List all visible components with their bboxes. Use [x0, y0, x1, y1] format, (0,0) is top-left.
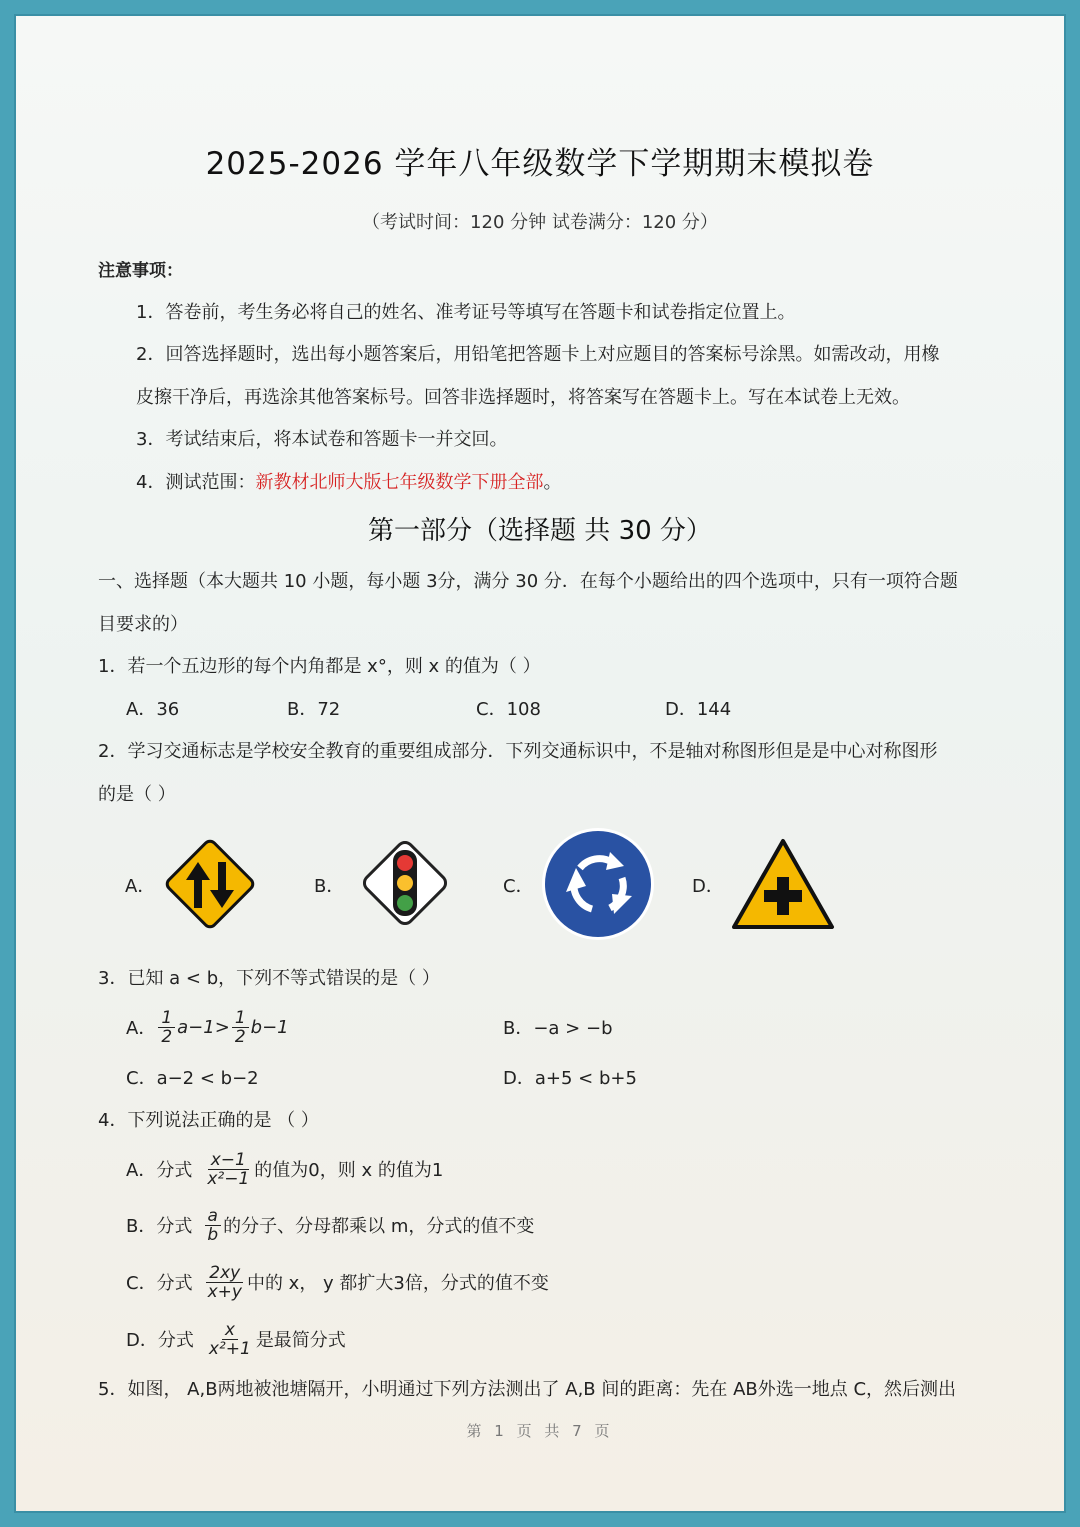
notice-item-4-prefix: 4．测试范围：	[136, 472, 256, 493]
question-4-option-c	[126, 1257, 549, 1307]
page-number: 第 1 页 共 7 页	[466, 1422, 614, 1440]
question-3-option-d: D．a+5 < b+5	[503, 1068, 637, 1089]
fraction	[206, 1321, 254, 1358]
question-3-option-a-label: A．	[126, 1018, 157, 1039]
question-2-label-b: B．	[314, 876, 345, 897]
question-4-option-b-label: B．分式	[126, 1216, 193, 1237]
question-3-option-a	[126, 1002, 289, 1052]
fraction-numerator: 1	[158, 1009, 175, 1028]
fraction-denominator: x²+1	[208, 1338, 251, 1359]
question-3-option-b: B．−a > −b	[503, 1018, 613, 1039]
question-4-option-d-label: D．分式	[126, 1330, 194, 1351]
question-3-stem: 3．已知 a < b，下列不等式错误的是（ ）	[98, 968, 440, 989]
question-2-stem-cont: 的是（ ）	[98, 784, 176, 805]
fraction	[232, 1009, 249, 1046]
fraction-numerator: x	[222, 1321, 238, 1340]
fraction-denominator: x+y	[207, 1281, 242, 1302]
two-way-traffic-sign-icon	[158, 832, 262, 936]
fraction-numerator: 1	[232, 1009, 249, 1028]
notice-item-3: 3．考试结束后，将本试卷和答题卡一并交回。	[136, 429, 508, 450]
fraction-denominator: 2	[234, 1026, 246, 1047]
section-title: 第一部分（选择题 共 30 分）	[368, 516, 712, 546]
question-3-option-a-mid: a−1>	[177, 1016, 230, 1038]
question-2-label-d: D．	[692, 876, 724, 897]
exam-page	[14, 14, 1066, 1513]
notice-item-2-cont: 皮擦干净后，再选涂其他答案标号。回答非选择题时，将答案写在答题卡上。写在本试卷上无效。	[136, 387, 910, 408]
question-3-option-a-tail: b−1	[250, 1016, 289, 1038]
fraction	[204, 1151, 252, 1188]
question-4-option-a-label: A．分式	[126, 1160, 193, 1181]
fraction	[204, 1207, 221, 1244]
notice-item-2: 2．回答选择题时，选出每小题答案后，用铅笔把答题卡上对应题目的答案标号涂黑。如需改动，用橡	[136, 344, 940, 365]
page-title: 2025-2026 学年八年级数学下学期期末模拟卷	[205, 146, 875, 182]
question-2-label-a: A．	[125, 876, 156, 897]
fraction	[158, 1009, 175, 1046]
question-4-option-a-tail: 的值为0，则 x 的值为1	[254, 1160, 444, 1181]
question-1-option-b: B．72	[287, 699, 341, 720]
question-4-option-b-tail: 的分子、分母都乘以 m，分式的值不变	[223, 1216, 535, 1237]
question-2-label-c: C．	[503, 876, 534, 897]
question-1-option-d: D．144	[665, 699, 732, 720]
question-4-option-c-tail: 中的 x， y 都扩大3倍，分式的值不变	[246, 1273, 549, 1294]
question-1-option-a: A．36	[126, 699, 180, 720]
fraction-numerator: x−1	[208, 1151, 249, 1170]
notice-item-4	[136, 468, 561, 494]
question-4-stem: 4．下列说法正确的是 （ ）	[98, 1110, 319, 1131]
test-range: 新教材北师大版七年级数学下册全部	[255, 472, 544, 493]
question-4-option-c-label: C．分式	[126, 1273, 193, 1294]
fraction-numerator: a	[205, 1207, 221, 1226]
fraction	[205, 1264, 245, 1301]
cross-road-warning-sign-icon	[730, 837, 836, 931]
question-2-stem: 2．学习交通标志是学校安全教育的重要组成部分．下列交通标识中，不是轴对称图形但是是中心对称图形	[98, 741, 938, 762]
question-1-stem: 1．若一个五边形的每个内角都是 x°，则 x 的值为（ ）	[98, 656, 541, 677]
notice-item-1: 1．答卷前，考生务必将自己的姓名、准考证号等填写在答题卡和试卷指定位置上。	[136, 302, 796, 323]
question-4-option-d-tail: 是最简分式	[255, 1330, 346, 1351]
question-3-option-c: C．a−2 < b−2	[126, 1068, 259, 1089]
notice-item-4-suffix: 。	[543, 472, 562, 493]
fraction-numerator: 2xy	[206, 1264, 243, 1283]
exam-info: （考试时间：120 分钟 试卷满分：120 分）	[362, 212, 718, 233]
question-4-option-d	[126, 1314, 346, 1364]
question-5-stem: 5．如图， A,B两地被池塘隔开，小明通过下列方法测出了 A,B 间的距离：先在 AB外选一地点 C，然后测出	[98, 1379, 957, 1400]
roundabout-sign-icon	[540, 826, 656, 942]
notice-heading: 注意事项：	[98, 261, 183, 281]
traffic-light-sign-icon	[352, 830, 458, 936]
part-intro: 一、选择题（本大题共 10 小题，每小题 3分，满分 30 分．在每个小题给出的四个选项中，只有一项符合题	[98, 571, 958, 592]
fraction-denominator: x²−1	[207, 1168, 250, 1189]
question-1-option-c: C．108	[476, 699, 541, 720]
part-intro-cont: 目要求的）	[98, 614, 188, 635]
question-4-option-a	[126, 1144, 443, 1194]
question-4-option-b	[126, 1200, 534, 1250]
fraction-denominator: 2	[161, 1026, 173, 1047]
fraction-denominator: b	[207, 1224, 219, 1245]
